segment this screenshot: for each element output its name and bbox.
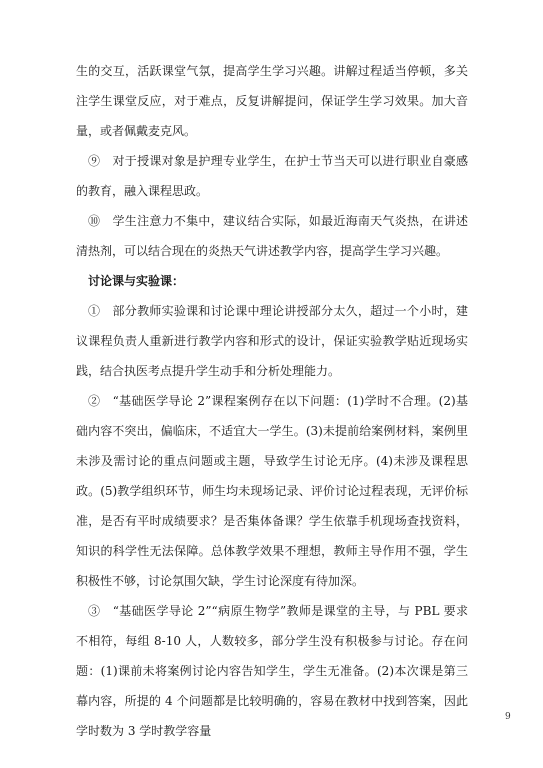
section-heading: 讨论课与实验课： bbox=[88, 274, 185, 288]
paragraph-item-1: ① 部分教师实验课和讨论课中理论讲授部分太久，超过一个小时，建议课程负责人重新进行教学内容和形式的设计，保证实验教学贴近现场实践，结合执医考点提升学生动手和分析处理能力。 bbox=[76, 304, 468, 378]
paragraph-item-2: ② “基础医学导论 2”课程案例存在以下问题：(1)学时不合理。(2)基础内容不突出，偏临床，不适宜大一学生。(3)未提前给案例材料，案例里未涉及需讨论的重点问题或主题，导致学生讨论无序。(4)未涉及课程思政。(5)教学组织环节，师生均未现场记录、评价讨论过程表现，无评价标准，是否有平时成绩要求？是否集体备课？学生依靠手机现场查找资料，知识的科学性无法保障。总体教学效果不理想，教师主导作用不强，学生积极性不够，讨论氛围欠缺，学生讨论深度有待加深。 bbox=[76, 394, 468, 588]
page-content bbox=[76, 56, 468, 746]
paragraph-item-10: ⑩ 学生注意力不集中，建议结合实际，如最近海南天气炎热，在讲述清热剂，可以结合现在的炎热天气讲述教学内容，提高学生学习兴趣。 bbox=[76, 214, 468, 258]
paragraph-item-3: ③ “基础医学导论 2”“病原生物学”教师是课堂的主导，与 PBL 要求不相符，每组 8-10 人，人数较多，部分学生没有积极参与讨论。存在问题：(1)课前未将案例讨论内容告知学生，学生无准备。(2)本次课是第三幕内容，所提的 4 个问题都是比较明确的，容易在教材中找到答案，因此学时数为 3 学时教学容量 bbox=[76, 604, 468, 738]
paragraph-item-9: ⑨ 对于授课对象是护理专业学生，在护士节当天可以进行职业自豪感的教育，融入课程思政。 bbox=[76, 154, 468, 198]
page-number: 9 bbox=[505, 712, 511, 722]
paragraph-continuation: 生的交互，活跃课堂气氛，提高学生学习兴趣。讲解过程适当停顿，多关注学生课堂反应，对于难点，反复讲解提问，保证学生学习效果。加大音量，或者佩戴麦克风。 bbox=[76, 64, 468, 138]
